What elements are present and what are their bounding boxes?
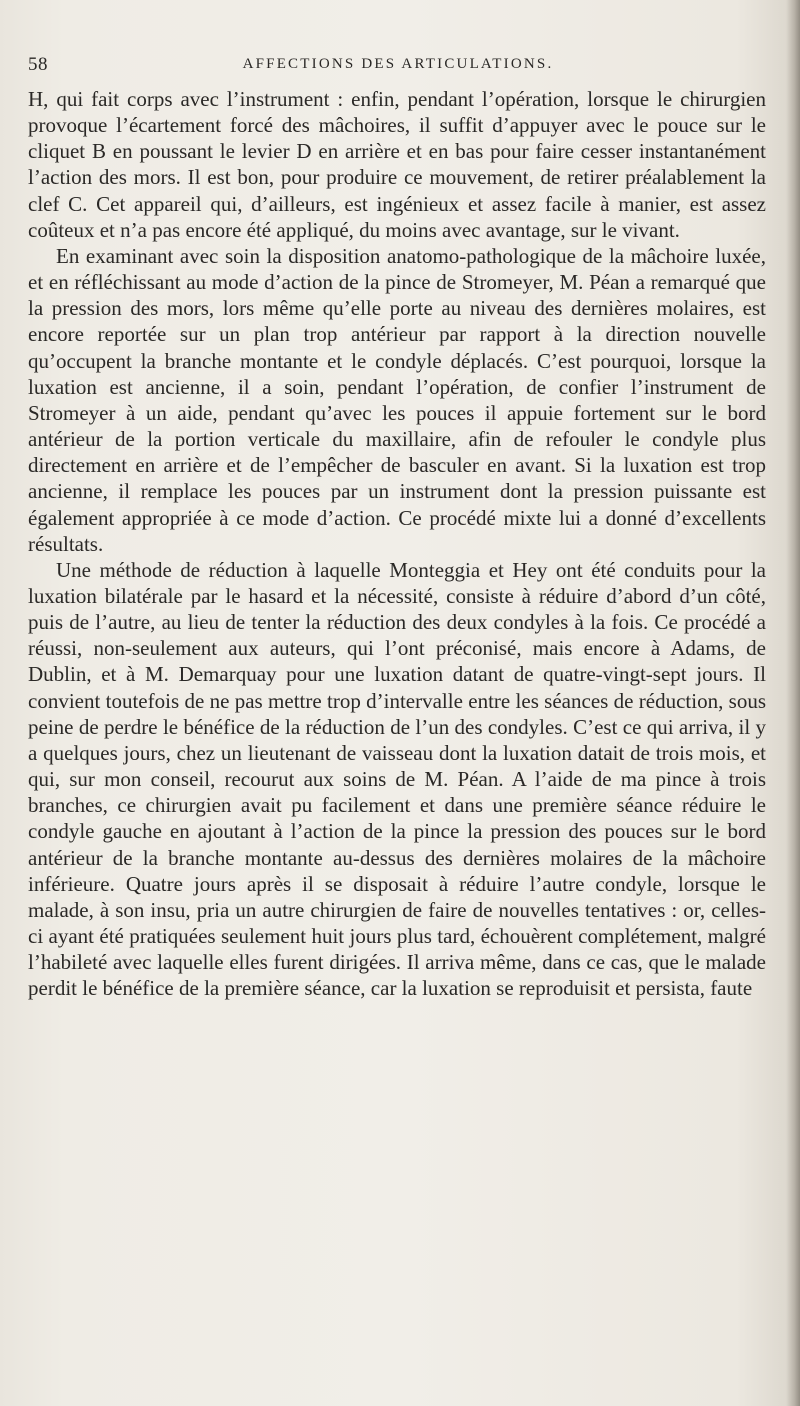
page-edge-shadow bbox=[786, 0, 800, 1406]
paragraph-monteggia-method: Une méthode de réduction à laquelle Monteggia et Hey ont été conduits pour la luxation bilatérale par le hasard et la nécessité, consiste à réduire d’abord d’un côté, puis de l’autre, au lieu de tenter la réduction des deux condyles à la fois. Ce procédé a réussi, non-seulement aux auteurs, qui l’ont préconisé, mais encore à Adams, de Dublin, et à M. Demarquay pour une luxation datant de quatre-vingt-sept jours. Il convient toutefois de ne pas mettre trop d’intervalle entre les séances de réduction, sous peine de perdre le bénéfice de la réduction de l’un des condyles. C’est ce qui arriva, il y a quelques jours, chez un lieutenant de vaisseau dont la luxation datait de trois mois, et qui, sur mon conseil, recourut aux soins de M. Péan. A l’aide de ma pince à trois branches, ce chirurgien avait pu facilement et dans une première séance réduire le condyle gauche en ajoutant à l’action de la pince la pression des pouces sur le bord antérieur de la branche montante au-dessus des dernières molaires de la mâchoire inférieure. Quatre jours après il se disposait à réduire l’autre condyle, lorsque le malade, à son insu, pria un autre chirurgien de faire de nouvelles tentatives : or, celles-ci ayant été pratiquées seulement huit jours plus tard, échouèrent complétement, malgré l’habileté avec laquelle elles furent dirigées. Il arriva même, dans ce cas, que le malade perdit le bénéfice de la première séance, car la luxation se reproduisit et persista, faute bbox=[28, 557, 766, 1001]
body-text bbox=[28, 86, 766, 1001]
paragraph-pean-method: En examinant avec soin la disposition anatomo-pathologique de la mâchoire luxée, et en réfléchissant au mode d’action de la pince de Stromeyer, M. Péan a remarqué que la pression des mors, lors même qu’elle porte au niveau des dernières molaires, est encore reportée sur un plan trop antérieur par rapport à la direction nouvelle qu’occupent la branche montante et le condyle déplacés. C’est pourquoi, lorsque la luxation est ancienne, il a soin, pendant l’opération, de confier l’instrument de Stromeyer à un aide, pendant qu’avec les pouces il appuie fortement sur le bord antérieur de la portion verticale du maxillaire, afin de refouler le condyle plus directement en arrière et de l’empêcher de basculer en avant. Si la luxation est trop ancienne, il remplace les pouces par un instrument dont la pression puissante est également appropriée à ce mode d’action. Ce procédé mixte lui a donné d’excellents résultats. bbox=[28, 243, 766, 556]
page-header bbox=[28, 54, 768, 84]
running-title: AFFECTIONS DES ARTICULATIONS. bbox=[242, 56, 554, 72]
paragraph-continuation: H, qui fait corps avec l’instrument : enfin, pendant l’opération, lorsque le chirurgien provoque l’écartement forcé des mâchoires, il suffit d’appuyer avec le pouce sur le cliquet B en poussant le levier D en arrière et en bas pour faire cesser instantanément l’action des mors. Il est bon, pour produire ce mouvement, de retirer préalablement la clef C. Cet appareil qui, d’ailleurs, est ingénieux et assez facile à manier, est assez coûteux et n’a pas encore été appliqué, du moins avec avantage, sur le vivant. bbox=[28, 87, 766, 242]
page-number: 58 bbox=[28, 54, 48, 75]
